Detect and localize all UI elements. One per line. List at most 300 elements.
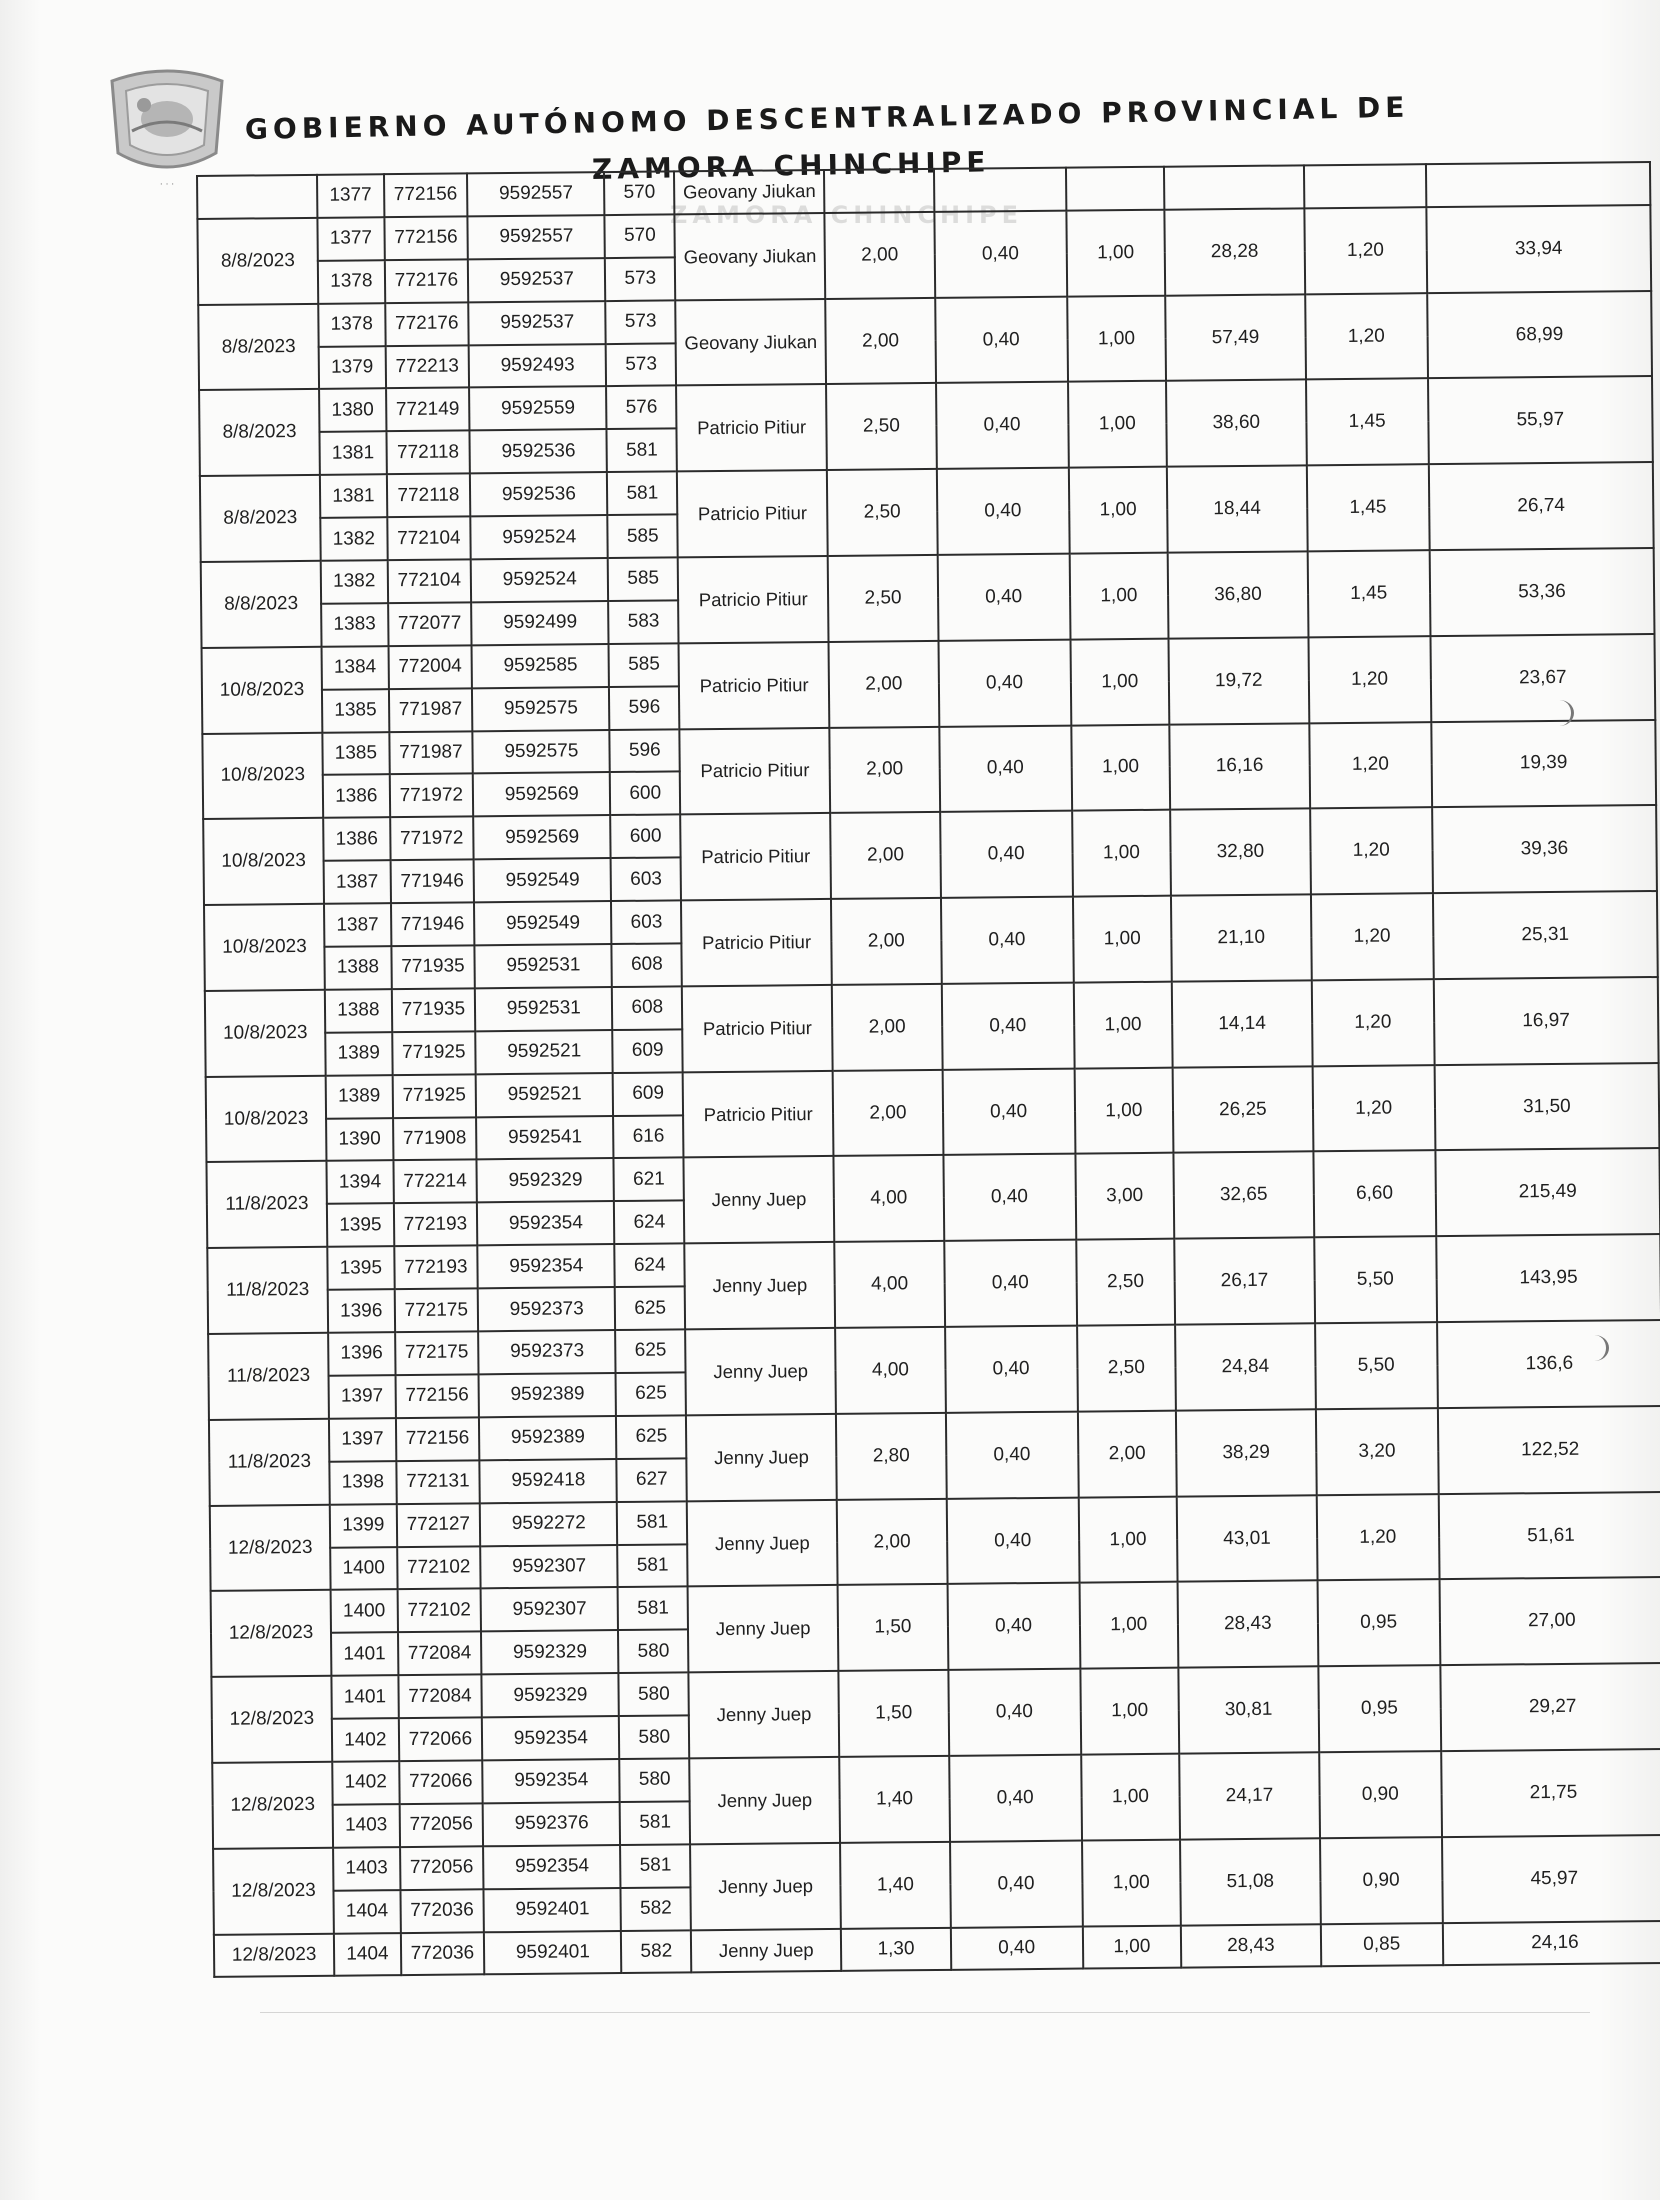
thickness-cell: 0,40: [942, 1068, 1075, 1155]
date-cell: 10/8/2023: [206, 1075, 327, 1162]
elevation-cell: 581: [617, 1501, 687, 1545]
east-cell: 772036: [400, 1932, 484, 1976]
point-cell: 1377: [318, 217, 385, 261]
point-cell: 1404: [334, 1933, 401, 1977]
date-cell: 8/8/2023: [201, 561, 322, 648]
thickness-cell: 0,40: [945, 1326, 1078, 1413]
point-cell: 1382: [321, 560, 388, 604]
thickness-cell: 0,40: [950, 1840, 1083, 1927]
depth-cell: 1,00: [1068, 381, 1167, 468]
north-cell: 9592531: [475, 944, 613, 988]
point-cell: 1386: [323, 775, 390, 819]
east-cell: 772104: [387, 559, 471, 603]
east-cell: 772066: [398, 1717, 482, 1761]
elevation-cell: 609: [613, 1029, 683, 1073]
volume-cell: 51,61: [1439, 1492, 1660, 1580]
east-cell: 772118: [386, 474, 470, 518]
north-cell: 9592585: [472, 644, 610, 688]
volume-cell: 122,52: [1438, 1406, 1660, 1494]
point-cell: 1403: [333, 1847, 400, 1891]
header-title-line-1: GOBIERNO AUTÓNOMO DESCENTRALIZADO PROVINCIAL DE: [244, 90, 1410, 146]
east-cell: 772176: [385, 302, 469, 346]
elevation-cell: 581: [618, 1544, 688, 1588]
length-cell: 28,43: [1181, 1924, 1321, 1968]
area-cell: 1,20: [1304, 207, 1427, 294]
east-cell: 772176: [384, 259, 468, 303]
elevation-cell: 608: [612, 943, 682, 987]
east-cell: 771987: [389, 731, 473, 775]
elevation-cell: 580: [618, 1630, 688, 1674]
point-cell: 1387: [324, 860, 391, 904]
north-cell: 9592373: [478, 1287, 616, 1331]
length-cell: 32,65: [1174, 1152, 1314, 1239]
depth-cell: 1,00: [1073, 982, 1172, 1069]
point-cell: 1394: [327, 1161, 394, 1205]
date-cell: 10/8/2023: [205, 990, 326, 1077]
length-cell: 18,44: [1167, 466, 1307, 553]
thickness-cell: 0,40: [941, 983, 1074, 1070]
volume-cell: 68,99: [1427, 291, 1652, 379]
elevation-cell: 596: [610, 729, 680, 773]
depth-cell: 1,00: [1072, 896, 1171, 983]
thickness-cell: 0,40: [934, 211, 1067, 298]
north-cell: 9592272: [480, 1502, 618, 1546]
north-cell: 9592524: [471, 558, 609, 602]
point-cell: 1385: [322, 732, 389, 776]
operator-name-cell: Jenny Juep: [687, 1500, 838, 1587]
east-cell: 772036: [400, 1889, 484, 1933]
width-cell: 2,00: [825, 298, 935, 385]
elevation-cell: 609: [613, 1072, 683, 1116]
depth-cell: 1,00: [1072, 810, 1171, 897]
depth-cell: 1,00: [1074, 1067, 1173, 1154]
date-cell: 11/8/2023: [207, 1247, 328, 1334]
depth-cell: 1,00: [1066, 210, 1165, 297]
elevation-cell: 581: [607, 429, 677, 473]
date-cell: 12/8/2023: [211, 1676, 332, 1763]
volume-cell: 53,36: [1429, 548, 1654, 636]
point-cell: 1383: [321, 603, 388, 647]
north-cell: 9592354: [477, 1244, 615, 1288]
east-cell: 772214: [393, 1160, 477, 1204]
width-cell: 2,00: [825, 212, 935, 299]
thickness-cell: 0,40: [941, 897, 1074, 984]
north-cell: 9592329: [477, 1159, 615, 1203]
operator-name-cell: Patricio Pitiur: [683, 1071, 834, 1158]
operator-name-cell: Patricio Pitiur: [677, 470, 828, 557]
length-cell: 19,72: [1169, 637, 1309, 724]
area-cell: 1,20: [1311, 893, 1434, 980]
operator-name-cell: Geovany Jiukan: [675, 213, 826, 300]
east-cell: 772004: [388, 645, 472, 689]
depth-cell: 3,00: [1075, 1153, 1174, 1240]
depth-cell: 1,00: [1071, 724, 1170, 811]
date-cell: 10/8/2023: [204, 904, 325, 991]
length-cell: 24,17: [1179, 1752, 1319, 1839]
width-cell: 1,50: [839, 1670, 949, 1757]
length-cell: 32,80: [1170, 809, 1310, 896]
point-cell: 1387: [324, 903, 391, 947]
depth-cell: 1,00: [1082, 1839, 1181, 1926]
volume-cell: 31,50: [1434, 1063, 1659, 1151]
north-cell: 9592376: [483, 1802, 621, 1846]
width-cell: 1,40: [840, 1842, 950, 1929]
east-cell: 771925: [392, 1074, 476, 1118]
thickness-cell: 0,40: [950, 1926, 1082, 1970]
elevation-cell: 621: [614, 1158, 684, 1202]
area-cell: 0,85: [1320, 1923, 1443, 1967]
east-cell: 772149: [386, 388, 470, 432]
elevation-cell: 580: [620, 1758, 690, 1802]
date-cell: 8/8/2023: [199, 389, 320, 476]
volume-cell: 29,27: [1440, 1663, 1660, 1751]
volume-cell: 45,97: [1442, 1835, 1660, 1923]
north-cell: 9592418: [480, 1459, 618, 1503]
date-cell: 10/8/2023: [202, 647, 323, 734]
point-cell: 1395: [327, 1204, 394, 1248]
thickness-cell: 0,40: [936, 468, 1069, 555]
point-cell: 1401: [332, 1675, 399, 1719]
north-cell: 9592401: [484, 1931, 622, 1975]
provincial-seal-icon: [92, 61, 242, 193]
north-cell: 9592521: [475, 1030, 613, 1074]
point-cell: 1380: [319, 389, 386, 433]
area-cell-empty: [1304, 164, 1427, 208]
length-cell: 26,25: [1173, 1066, 1313, 1153]
area-cell: 0,90: [1320, 1837, 1443, 1924]
volume-cell: 25,31: [1433, 891, 1658, 979]
operator-name-cell: Geovany Jiukan: [674, 170, 825, 214]
elevation-cell: 580: [619, 1673, 689, 1717]
area-cell: 3,20: [1315, 1408, 1438, 1495]
date-cell: 12/8/2023: [214, 1933, 334, 1977]
volume-cell: 23,67: [1430, 634, 1655, 722]
width-cell: 4,00: [834, 1155, 944, 1242]
area-cell: 5,50: [1315, 1322, 1438, 1409]
elevation-cell: 581: [620, 1801, 690, 1845]
width-cell: 2,00: [833, 1070, 943, 1157]
date-cell: 11/8/2023: [209, 1419, 330, 1506]
east-cell: 771987: [389, 688, 473, 732]
width-cell: 2,80: [836, 1413, 946, 1500]
east-cell: 772118: [386, 431, 470, 475]
data-table: [196, 161, 1660, 1978]
area-cell: 1,20: [1308, 636, 1431, 723]
area-cell: 0,95: [1317, 1580, 1440, 1667]
volume-cell: 33,94: [1426, 205, 1651, 293]
width-cell: 1,50: [838, 1584, 948, 1671]
north-cell: 9592354: [483, 1845, 621, 1889]
east-cell: 772084: [398, 1632, 482, 1676]
point-cell: 1401: [331, 1632, 398, 1676]
operator-name-cell: Jenny Juep: [684, 1242, 835, 1329]
date-cell: 8/8/2023: [198, 304, 319, 391]
area-cell: 0,95: [1318, 1665, 1441, 1752]
length-cell: 57,49: [1165, 294, 1305, 381]
volume-cell-empty: [1426, 162, 1651, 207]
elevation-cell: 608: [612, 986, 682, 1030]
east-cell: 771946: [390, 860, 474, 904]
east-cell: 772175: [395, 1331, 479, 1375]
length-cell: 51,08: [1180, 1838, 1320, 1925]
date-cell: 10/8/2023: [202, 732, 323, 819]
operator-name-cell: Geovany Jiukan: [675, 299, 826, 386]
north-cell: 9592307: [480, 1545, 618, 1589]
elevation-cell: 570: [605, 214, 675, 258]
north-cell: 9592549: [474, 901, 612, 945]
operator-name-cell: Jenny Juep: [690, 1843, 841, 1930]
area-cell: 0,90: [1319, 1751, 1442, 1838]
table-body: [197, 162, 1660, 1977]
elevation-cell: 627: [617, 1458, 687, 1502]
area-cell: 1,45: [1306, 464, 1429, 551]
thickness-cell: 0,40: [944, 1240, 1077, 1327]
point-cell: 1403: [333, 1804, 400, 1848]
operator-name-cell: Jenny Juep: [688, 1585, 839, 1672]
date-cell: 10/8/2023: [203, 818, 324, 905]
length-cell: 38,29: [1176, 1409, 1316, 1496]
elevation-cell: 581: [607, 472, 677, 516]
point-cell: 1378: [318, 260, 385, 304]
operator-name-cell: Patricio Pitiur: [680, 813, 831, 900]
width-cell: 2,50: [828, 555, 938, 642]
thickness-cell: 0,40: [938, 639, 1071, 726]
north-cell: 9592537: [468, 301, 606, 345]
width-cell: 4,00: [835, 1327, 945, 1414]
length-cell: 30,81: [1179, 1666, 1319, 1753]
elevation-cell: 581: [618, 1587, 688, 1631]
east-cell: 772066: [399, 1760, 483, 1804]
thickness-cell: 0,40: [935, 296, 1068, 383]
width-cell: 2,50: [826, 383, 936, 470]
elevation-cell: 573: [606, 343, 676, 387]
length-cell: 14,14: [1172, 980, 1312, 1067]
length-cell: 43,01: [1177, 1495, 1317, 1582]
date-cell: 11/8/2023: [208, 1333, 329, 1420]
north-cell: 9592354: [482, 1759, 620, 1803]
point-cell: 1385: [322, 689, 389, 733]
date-cell: 12/8/2023: [210, 1504, 331, 1591]
east-cell: 772104: [387, 517, 471, 561]
north-cell: 9592329: [481, 1630, 619, 1674]
point-cell: 1395: [327, 1246, 394, 1290]
north-cell: 9592401: [484, 1888, 622, 1932]
north-cell: 9592389: [479, 1416, 617, 1460]
thickness-cell-empty: [934, 168, 1066, 212]
data-table-wrapper: [196, 161, 1660, 1978]
point-cell: 1389: [325, 1032, 392, 1076]
date-cell: 8/8/2023: [197, 218, 318, 305]
point-cell: 1398: [329, 1461, 396, 1505]
length-cell: 36,80: [1168, 551, 1308, 638]
point-cell: 1397: [329, 1418, 396, 1462]
scan-smudge: [1580, 1335, 1609, 1361]
point-cell: 1388: [325, 989, 392, 1033]
depth-cell: 1,00: [1082, 1925, 1181, 1969]
width-cell: 2,00: [830, 812, 940, 899]
depth-cell: 2,50: [1076, 1239, 1175, 1326]
length-cell: 24,84: [1175, 1323, 1315, 1410]
width-cell: 2,00: [837, 1498, 947, 1585]
elevation-cell: 570: [604, 171, 674, 215]
point-cell: 1400: [330, 1547, 397, 1591]
north-cell: 9592541: [476, 1116, 614, 1160]
elevation-cell: 624: [614, 1201, 684, 1245]
north-cell: 9592537: [468, 258, 606, 302]
volume-cell: 21,75: [1441, 1749, 1660, 1837]
elevation-cell: 582: [621, 1930, 691, 1974]
thickness-cell: 0,40: [936, 382, 1069, 469]
east-cell: 771972: [390, 817, 474, 861]
volume-cell: 143,95: [1436, 1234, 1660, 1322]
depth-cell: 1,00: [1080, 1668, 1179, 1755]
width-cell: 1,30: [841, 1927, 951, 1971]
volume-cell: 215,49: [1435, 1148, 1660, 1236]
volume-cell: 55,97: [1428, 376, 1653, 464]
width-cell-empty: [824, 169, 934, 213]
east-cell: 772056: [399, 1803, 483, 1847]
volume-cell: 27,00: [1439, 1577, 1660, 1665]
length-cell: 28,43: [1178, 1581, 1318, 1668]
north-cell: 9592389: [479, 1373, 617, 1417]
point-cell: 1404: [334, 1890, 401, 1934]
east-cell: 772156: [384, 216, 468, 260]
date-cell: 12/8/2023: [212, 1762, 333, 1849]
area-cell: 1,45: [1306, 379, 1429, 466]
point-cell: 1390: [326, 1118, 393, 1162]
elevation-cell: 603: [611, 901, 681, 945]
east-cell: 772084: [398, 1674, 482, 1718]
operator-name-cell: Patricio Pitiur: [679, 642, 830, 729]
thickness-cell: 0,40: [946, 1411, 1079, 1498]
length-cell: 26,17: [1174, 1238, 1314, 1325]
point-cell: 1396: [328, 1332, 395, 1376]
width-cell: 2,50: [827, 469, 937, 556]
date-cell: 12/8/2023: [213, 1847, 334, 1934]
east-cell: 771935: [391, 945, 475, 989]
point-cell: 1402: [332, 1718, 399, 1762]
east-cell: 772131: [396, 1460, 480, 1504]
elevation-cell: 581: [621, 1844, 691, 1888]
north-cell: 9592307: [481, 1587, 619, 1631]
elevation-cell: 625: [616, 1372, 686, 1416]
volume-cell: 16,97: [1434, 977, 1659, 1065]
north-cell: 9592531: [475, 987, 613, 1031]
depth-cell: 1,00: [1079, 1582, 1178, 1669]
width-cell: 4,00: [835, 1241, 945, 1328]
east-cell: 772102: [397, 1589, 481, 1633]
thickness-cell: 0,40: [937, 554, 1070, 641]
east-cell: 772102: [397, 1546, 481, 1590]
depth-cell: 1,00: [1070, 638, 1169, 725]
point-cell: 1396: [328, 1289, 395, 1333]
elevation-cell: 583: [609, 600, 679, 644]
area-cell: 1,20: [1310, 808, 1433, 895]
point-cell: 1389: [326, 1075, 393, 1119]
north-cell: 9592549: [474, 858, 612, 902]
depth-cell: 1,00: [1067, 295, 1166, 382]
north-cell: 9592329: [482, 1673, 620, 1717]
point-cell: 1400: [331, 1590, 398, 1634]
operator-name-cell: Patricio Pitiur: [682, 985, 833, 1072]
east-cell: 772127: [396, 1503, 480, 1547]
elevation-cell: 600: [610, 772, 680, 816]
operator-name-cell: Jenny Juep: [689, 1671, 840, 1758]
north-cell: 9592559: [469, 387, 607, 431]
length-cell: 16,16: [1169, 723, 1309, 810]
point-cell: 1379: [319, 346, 386, 390]
elevation-cell: 582: [621, 1887, 691, 1931]
depth-cell: 1,00: [1081, 1754, 1180, 1841]
thickness-cell: 0,40: [939, 725, 1072, 812]
length-cell: 28,28: [1165, 208, 1305, 295]
north-cell: 9592575: [473, 730, 611, 774]
elevation-cell: 585: [608, 557, 678, 601]
point-cell: 1397: [329, 1375, 396, 1419]
east-cell: 772193: [394, 1246, 478, 1290]
depth-cell: 1,00: [1068, 467, 1167, 554]
operator-name-cell: Jenny Juep: [684, 1156, 835, 1243]
elevation-cell: 585: [609, 643, 679, 687]
elevation-cell: 600: [611, 815, 681, 859]
width-cell: 2,00: [829, 641, 939, 728]
width-cell: 2,00: [830, 726, 940, 813]
north-cell: 9592493: [469, 344, 607, 388]
point-cell: 1386: [323, 818, 390, 862]
north-cell: 9592521: [476, 1073, 614, 1117]
operator-name-cell: Jenny Juep: [691, 1928, 842, 1972]
point-cell: 1378: [318, 303, 385, 347]
east-cell: 772175: [394, 1289, 478, 1333]
elevation-cell: 625: [616, 1415, 686, 1459]
point-cell: 1381: [320, 432, 387, 476]
elevation-cell: 573: [605, 257, 675, 301]
north-cell: 9592524: [470, 515, 608, 559]
north-cell: 9592575: [472, 687, 610, 731]
operator-name-cell: Patricio Pitiur: [676, 384, 827, 471]
thickness-cell: 0,40: [949, 1755, 1082, 1842]
east-cell: 771972: [389, 774, 473, 818]
east-cell: 772156: [384, 173, 468, 217]
elevation-cell: 580: [619, 1715, 689, 1759]
operator-name-cell: Jenny Juep: [689, 1757, 840, 1844]
north-cell: 9592354: [477, 1201, 615, 1245]
operator-name-cell: Patricio Pitiur: [679, 728, 830, 815]
elevation-cell: 616: [614, 1115, 684, 1159]
area-cell: 1,20: [1312, 1065, 1435, 1152]
operator-name-cell: Jenny Juep: [685, 1328, 836, 1415]
east-cell: 771908: [393, 1117, 477, 1161]
north-cell: 9592536: [470, 472, 608, 516]
point-cell: 1388: [325, 946, 392, 990]
depth-cell: 2,50: [1077, 1325, 1176, 1412]
east-cell: 772156: [396, 1417, 480, 1461]
volume-cell: 24,16: [1443, 1920, 1660, 1965]
elevation-cell: 625: [616, 1329, 686, 1373]
thickness-cell: 0,40: [943, 1154, 1076, 1241]
area-cell: 6,60: [1313, 1151, 1436, 1238]
north-cell: 9592557: [467, 172, 605, 216]
width-cell: 2,00: [831, 898, 941, 985]
width-cell: 2,00: [832, 984, 942, 1071]
east-cell: 772213: [385, 345, 469, 389]
area-cell: 1,20: [1316, 1494, 1439, 1581]
north-cell: 9592557: [468, 215, 606, 259]
thickness-cell: 0,40: [948, 1669, 1081, 1756]
east-cell: 772156: [395, 1374, 479, 1418]
area-cell: 1,20: [1309, 722, 1432, 809]
area-cell: 5,50: [1314, 1236, 1437, 1323]
